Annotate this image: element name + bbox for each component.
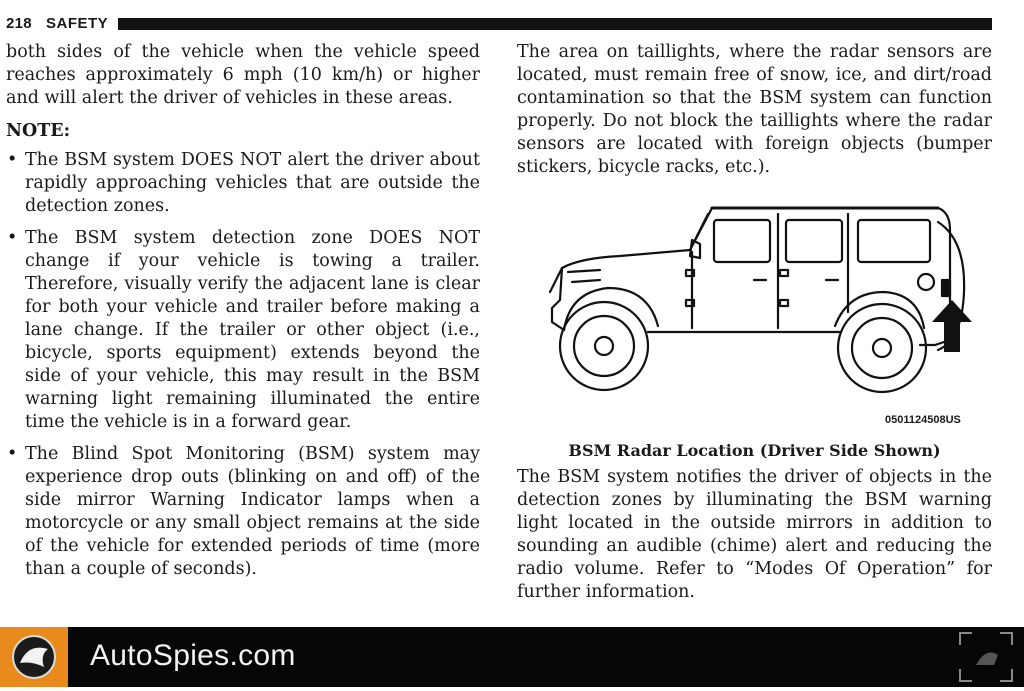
bullet-dot-icon: •	[7, 228, 18, 248]
left-column	[6, 41, 480, 590]
corner-mark-icon	[958, 631, 1014, 683]
bullet-dot-icon: •	[7, 150, 18, 170]
list-item	[6, 149, 480, 218]
up-arrow-icon	[932, 300, 972, 352]
section-title: SAFETY	[46, 15, 109, 32]
jeep-side-view-illustration	[540, 200, 990, 432]
right-column-bottom	[517, 466, 992, 604]
bullet-dot-icon: •	[7, 444, 18, 464]
bullet-text: The BSM system detection zone DOES NOT change if your vehicle is towing a trailer. Therefore, visually verify the adjacent lane is clear for both your vehicle and trailer before making a lane change. If the trailer or other object (i.e., bicycle, sports equipment) extends beyond the side of your vehicle, this may result in the BSM warning light remaining illuminated the entire time the vehicle is in a forward gear.	[25, 228, 480, 432]
header-rule	[118, 18, 992, 30]
autospies-logo-icon	[0, 627, 68, 687]
notify-paragraph: The BSM system notifies the driver of objects in the detection zones by illuminating the BSM warning light located in the outside mirrors in addition to sounding an audible (chime) alert and reducing the radio volume. Refer to “Modes Of Operation” for further information.	[517, 467, 992, 602]
brand-name[interactable]: AutoSpies.com	[90, 639, 296, 672]
intro-paragraph: both sides of the vehicle when the vehicle speed reaches approximately 6 mph (10 km/h) or higher and will alert the driver of vehicles in these areas.	[6, 42, 480, 108]
footer-bar	[0, 627, 1024, 687]
note-title: NOTE:	[6, 121, 71, 141]
right-column-top	[517, 41, 992, 179]
page-header	[0, 12, 1000, 36]
list-item	[6, 443, 480, 581]
bullet-text: The Blind Spot Monitoring (BSM) system may experience drop outs (blinking on and off) of the side mirror Warning Indicator lamps when a motorcycle or any small object remains at the side of the vehicle for extended periods of time (more than a couple of seconds).	[25, 444, 480, 579]
note-bullets	[6, 149, 480, 581]
bullet-text: The BSM system DOES NOT alert the driver about rapidly approaching vehicles that are outside the detection zones.	[25, 150, 480, 216]
figure-code: 0501124508US	[885, 414, 961, 426]
figure-caption: BSM Radar Location (Driver Side Shown)	[568, 441, 941, 460]
page-number: 218	[6, 15, 32, 32]
taillight-paragraph: The area on taillights, where the radar sensors are located, must remain free of snow, ice, and dirt/road contamination so that the BSM system can function properly. Do not block the taillights where the radar sensors are located with foreign objects (bumper stickers, bicycle racks, etc.).	[517, 42, 992, 177]
list-item	[6, 227, 480, 434]
